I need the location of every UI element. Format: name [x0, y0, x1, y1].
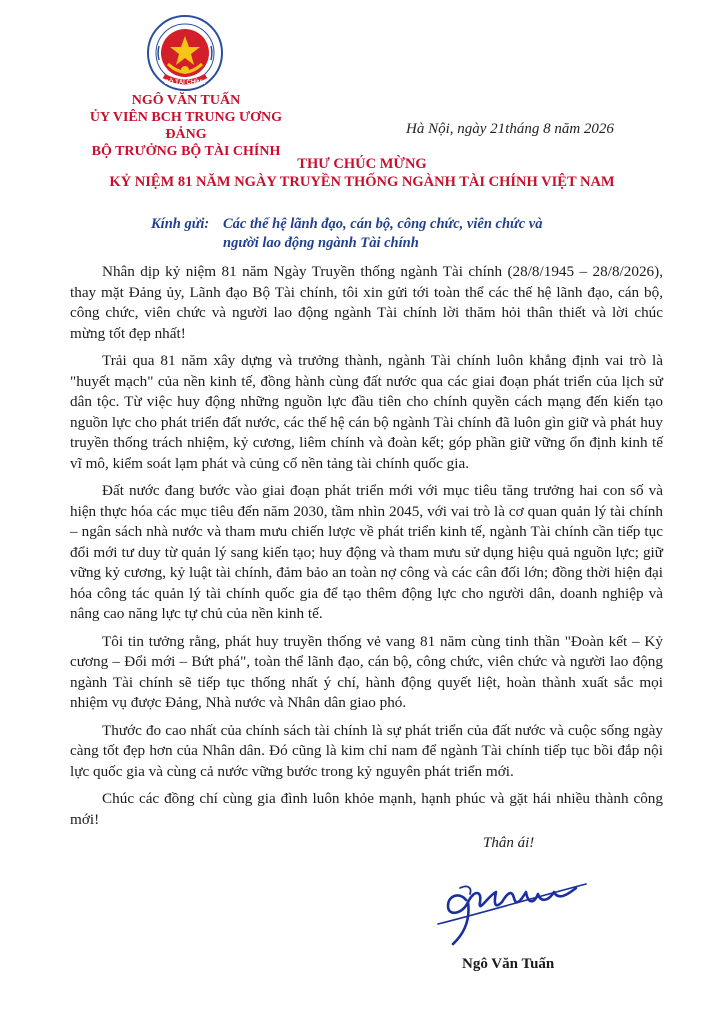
letter-title — [60, 155, 664, 191]
date-line: Hà Nội, ngày 21tháng 8 năm 2026 — [406, 121, 614, 137]
ministry-emblem-icon — [146, 14, 224, 92]
letter-body — [70, 262, 663, 837]
body-paragraph: Chúc các đồng chí cùng gia đình luôn khỏe mạnh, hạnh phúc và gặt hái nhiều thành công mới! — [70, 790, 663, 828]
body-paragraph: Nhân dịp kỷ niệm 81 năm Ngày Truyền thống ngành Tài chính (28/8/1945 – 28/8/2026), thay mặt Đảng ủy, Lãnh đạo Bộ Tài chính, tôi xin gửi tới toàn thể các thế hệ lãnh đạo, cán bộ, công chức, viên chức và người lao động ngành Tài chính lời thăm hỏi thân thiết và lời chúc mừng tốt đẹp nhất! — [70, 263, 663, 342]
closing-salutation: Thân ái! — [483, 835, 535, 851]
greeting-recipients-1: Các thế hệ lãnh đạo, cán bộ, công chức, viên chức và — [223, 216, 543, 232]
emblem-ribbon-text: BỘ TÀI CHÍNH — [164, 80, 206, 86]
signer-name: Ngô Văn Tuấn — [462, 956, 555, 972]
body-paragraph: Tôi tin tưởng rằng, phát huy truyền thống vẻ vang 81 năm cùng tinh thần "Đoàn kết – Kỷ cương – Đổi mới – Bứt phá", toàn thể lãnh đạo, cán bộ, công chức, viên chức và người lao động ngành Tài chính sẽ tiếp tục thống nhất ý chí, hành động quyết liệt, hoàn thành xuất sắc mọi nhiệm vụ được Đảng, Nhà nước và Nhân dân giao phó. — [70, 632, 663, 711]
handwritten-signature — [408, 862, 608, 947]
body-paragraph: Đất nước đang bước vào giai đoạn phát triển mới với mục tiêu tăng trưởng hai con số và hiện thực hóa các mục tiêu đến năm 2030, tầm nhìn 2045, với vai trò là cơ quan quản lý tài chính – ngân sách nhà nước và tham mưu chiến lược về phát triển kinh tế, ngành Tài chính cần tiếp tục đổi mới tư duy từ quản lý sang kiến tạo; huy động và tham mưu sử dụng hiệu quả nguồn lực; giữ vững kỷ cương, kỷ luật tài chính, đảm bảo an toàn nợ công và các cân đối lớn; đồng thời hiện đại hóa công tác quản lý tài chính quốc gia để tạo thêm động lực cho người dân, doanh nghiệp và nâng cao năng lực tự chủ của nền kinh tế. — [70, 482, 663, 622]
greeting-label: Kính gửi: — [151, 216, 210, 232]
body-paragraph: Trải qua 81 năm xây dựng và trưởng thành, ngành Tài chính luôn khẳng định vai trò là "huyết mạch" của nền kinh tế, đồng hành cùng đất nước qua các giai đoạn phát triển của lịch sử dân tộc. Từ việc huy động những nguồn lực đầu tiên cho chính quyền cách mạng đến kiến tạo nguồn lực cho phát triển đất nước, các thế hệ cán bộ ngành Tài chính đã luôn gìn giữ và phát huy truyền thống trách nhiệm, kỷ cương, liêm chính và đoàn kết; góp phần giữ vững ổn định kinh tế vĩ mô, kiểm soát lạm phát và củng cố nền tảng tài chính quốc gia. — [70, 352, 663, 472]
title-line-2: KỶ NIỆM 81 NĂM NGÀY TRUYỀN THỐNG NGÀNH TÀI CHÍNH VIỆT NAM — [109, 174, 615, 190]
body-paragraph: Thước đo cao nhất của chính sách tài chính là sự phát triển của đất nước và cuộc sống ngày càng tốt đẹp hơn của Nhân dân. Đó cũng là kim chỉ nam để ngành Tài chính tiếp tục bồi đắp nội lực quốc gia và cùng cả nước vững bước trong kỷ nguyên phát triển mới. — [70, 721, 663, 780]
sender-block — [70, 92, 302, 160]
title-line-1: THƯ CHÚC MỪNG — [297, 156, 427, 172]
sender-position-1: ỦY VIÊN BCH TRUNG ƯƠNG ĐẢNG — [89, 110, 283, 142]
greeting — [151, 215, 621, 253]
greeting-recipients-2: người lao động ngành Tài chính — [223, 235, 419, 251]
sender-position-2: BỘ TRƯỞNG BỘ TÀI CHÍNH — [91, 144, 281, 159]
sender-name: NGÔ VĂN TUẤN — [131, 93, 241, 108]
